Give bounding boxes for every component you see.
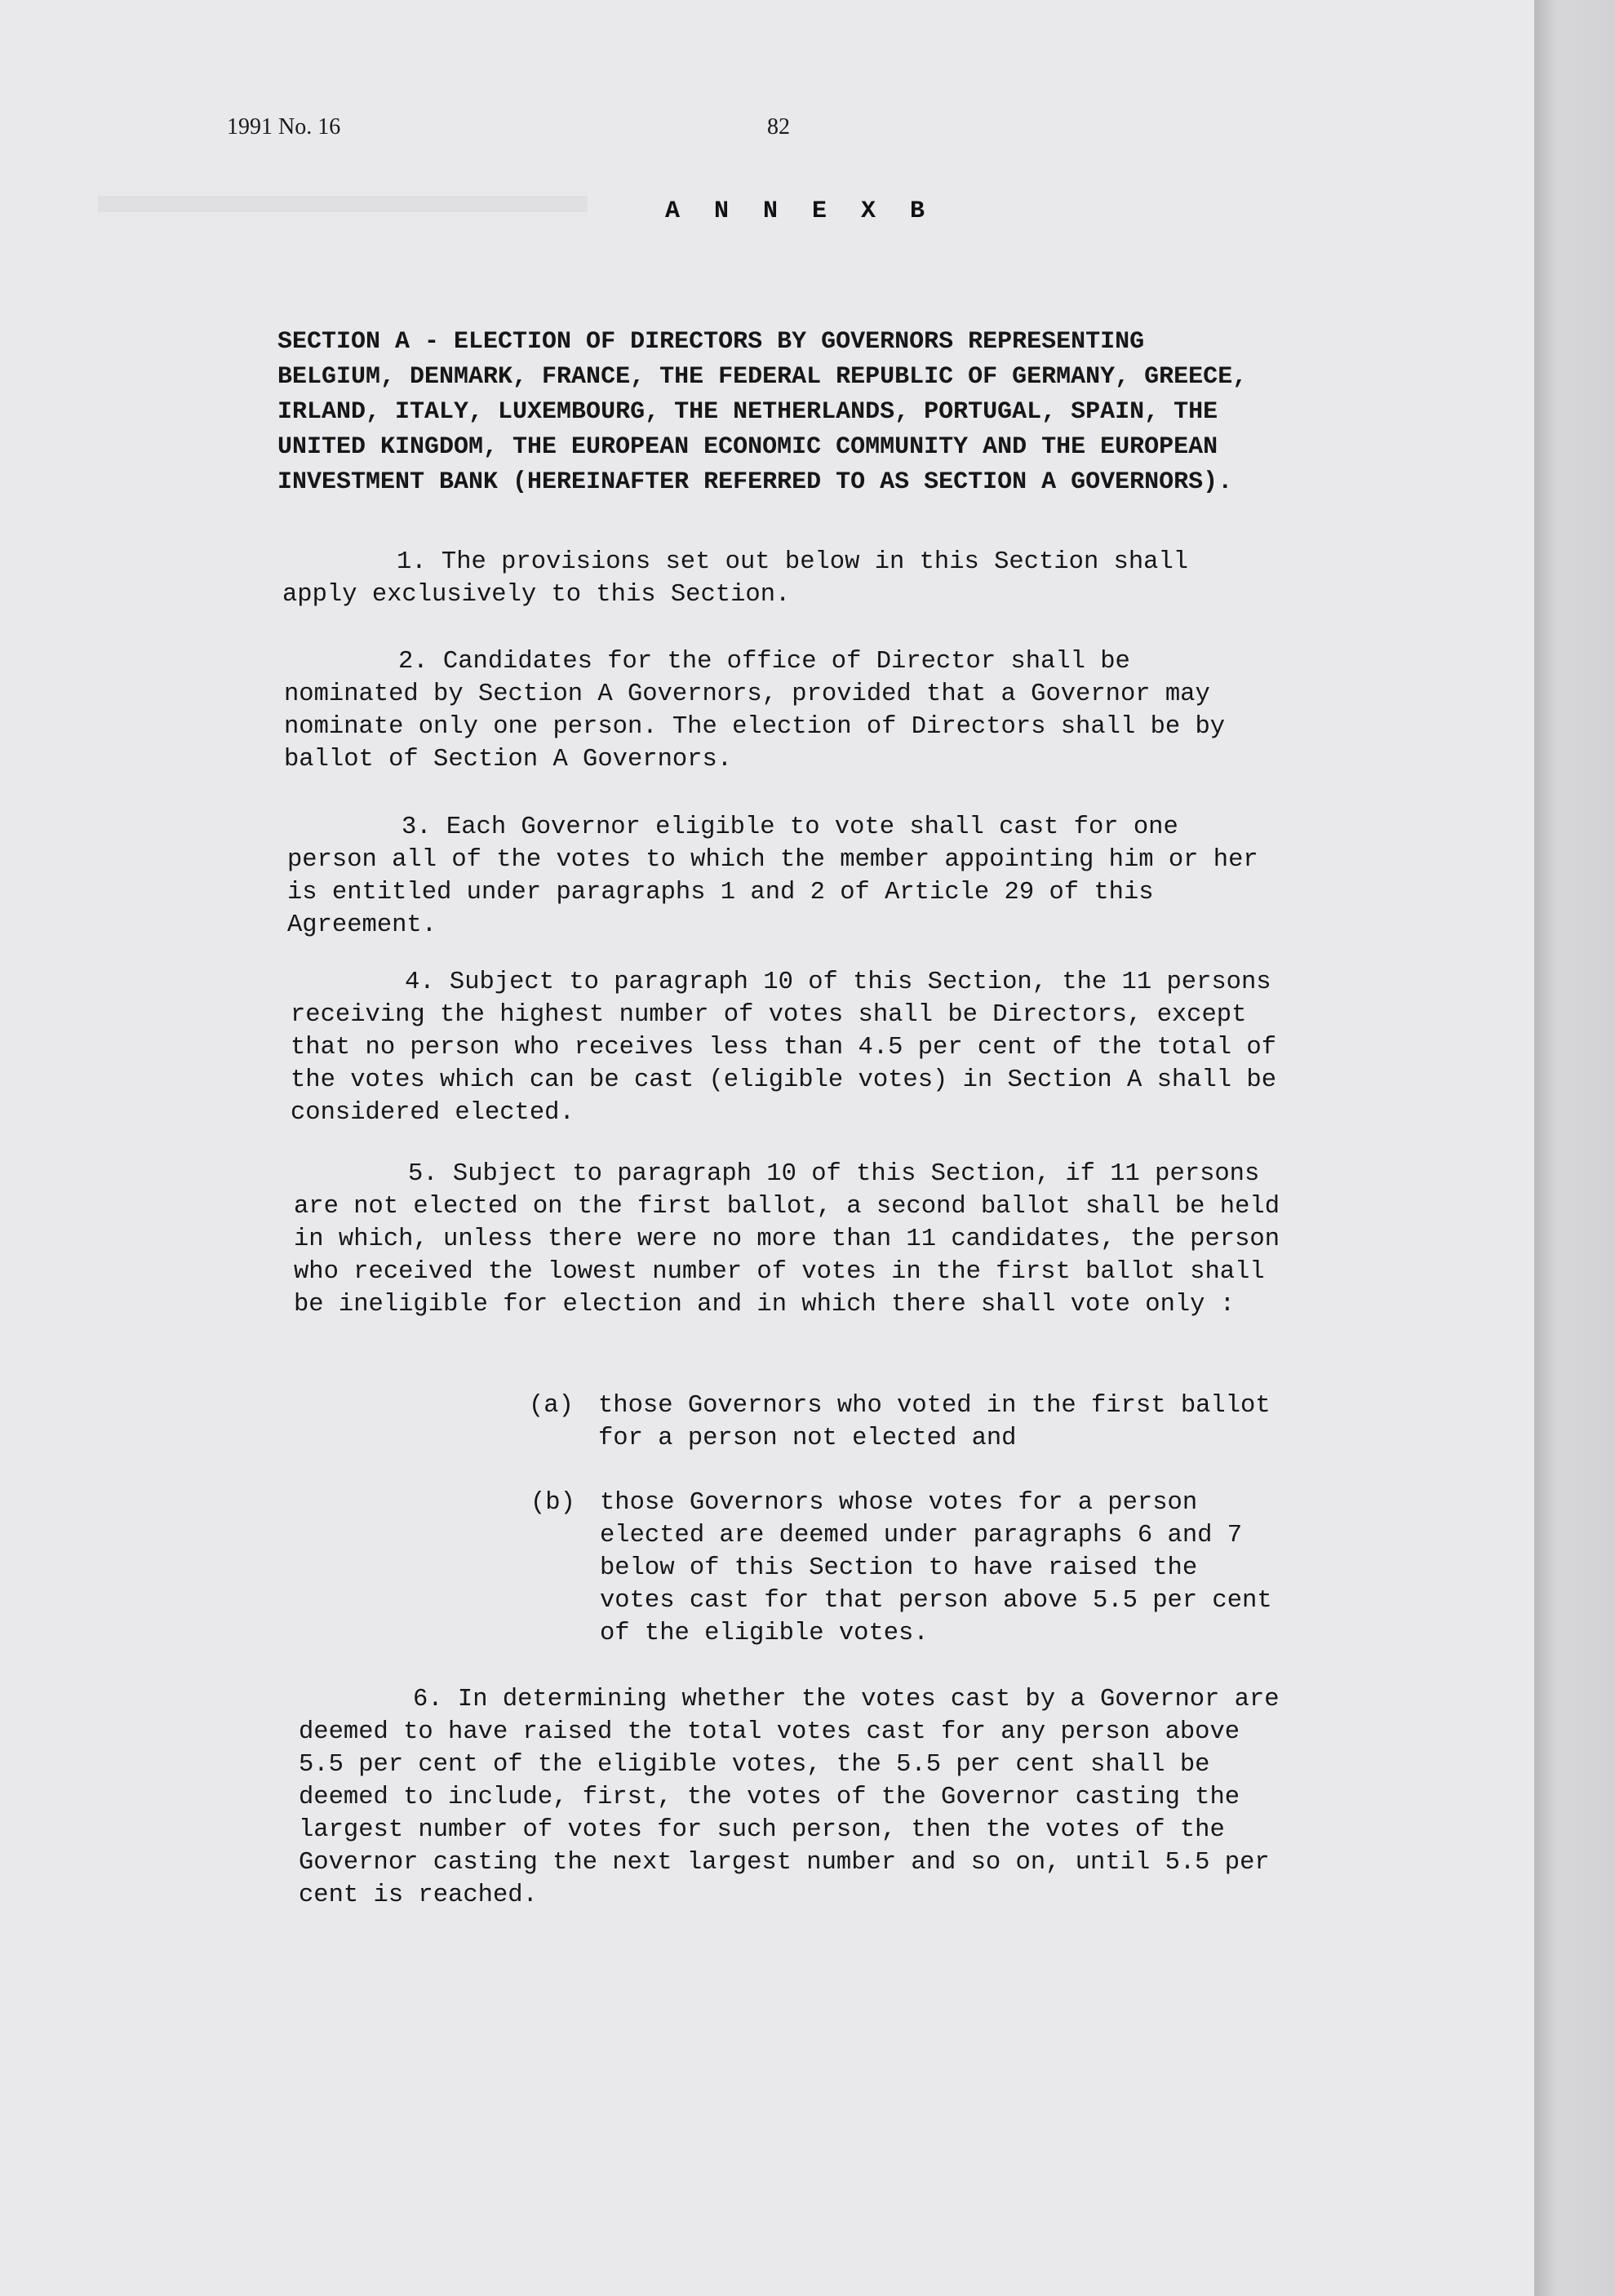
sub-item-b [530, 1487, 1289, 1658]
paragraph-number: 3. [402, 813, 432, 841]
paragraph-number: 1. [397, 548, 427, 576]
paragraph-3 [287, 811, 1275, 942]
paragraph-text: Candidates for the office of Director shall be nominated by Section A Governors, provided that a Governor may nominate only one person. The election of Directors shall be by ballot of Section A Governors. [284, 648, 1226, 773]
paragraph-text: In determining whether the votes cast by a Governor are deemed to have raised the total votes cast for any person above 5.5 per cent of the eligible votes, the 5.5 per cent shall be deemed to include, first, the votes of the Governor casting the largest number of votes for such person, then the votes of the Governor casting the next largest number and so on, until 5.5 per cent is reached. [299, 1686, 1280, 1909]
sub-item-text: those Governors whose votes for a person elected are deemed under paragraphs 6 and 7 below of this Section to have raised the votes cast for that person above 5.5 per cent of the eligible votes. [600, 1489, 1272, 1647]
annex-title: A N N E X B [665, 197, 935, 225]
paragraph-text: Each Governor eligible to vote shall cast for one person all of the votes to which the member appointing him or her is entitled under paragraphs 1 and 2 of Article 29 of this Agreement. [287, 813, 1258, 939]
section-title: SECTION A - ELECTION OF DIRECTORS BY GOVERNORS REPRESENTING BELGIUM, DENMARK, FRANCE, THE FEDERAL REPUBLIC OF GERMANY, GREECE, IRLAND, ITALY, LUXEMBOURG, THE NETHERLANDS, PORTUGAL, SPAIN, THE UNITED KINGDOM, THE EUROPEAN ECONOMIC COMMUNITY AND THE EUROPEAN INVESTMENT BANK (HEREINAFTER REFERRED TO AS SECTION A GOVERNORS). [277, 328, 1248, 496]
sub-item-text: those Governors who voted in the first ballot for a person not elected and [598, 1392, 1271, 1452]
paragraph-number: 5. [408, 1160, 438, 1188]
paragraph-number: 2. [398, 648, 428, 676]
paragraph-1 [282, 546, 1270, 611]
sub-item-a [529, 1390, 1288, 1463]
paragraph-2 [284, 645, 1271, 776]
running-head-left: 1991 No. 16 [227, 114, 341, 140]
paragraph-text: Subject to paragraph 10 of this Section, the 11 persons receiving the highest number of votes shall be Directors, except that no person who receives less than 4.5 per cent of the total of the votes which can be cast (eligible votes) in Section A shall be considered elected. [291, 968, 1276, 1127]
sub-item-marker: (b) [530, 1489, 575, 1517]
page-edge-shadow [1534, 0, 1615, 2296]
paragraph-text: Subject to paragraph 10 of this Section, if 11 persons are not elected on the first ballot, a second ballot shall be held in which, unless there were no more than 11 candidates, the person who received the lowest number of votes in the first ballot shall be ineligible for election and in which there shall vote only : [294, 1160, 1280, 1319]
sub-item-marker: (a) [529, 1392, 574, 1420]
paragraph-4 [291, 966, 1278, 1129]
page-number: 82 [767, 114, 790, 140]
paragraph-number: 4. [405, 968, 435, 996]
paragraph-6 [299, 1683, 1286, 1912]
paragraph-5 [294, 1158, 1281, 1321]
show-through-mark [98, 196, 588, 212]
paragraph-text: The provisions set out below in this Section shall apply exclusively to this Section. [282, 548, 1189, 609]
paragraph-number: 6. [413, 1686, 443, 1713]
